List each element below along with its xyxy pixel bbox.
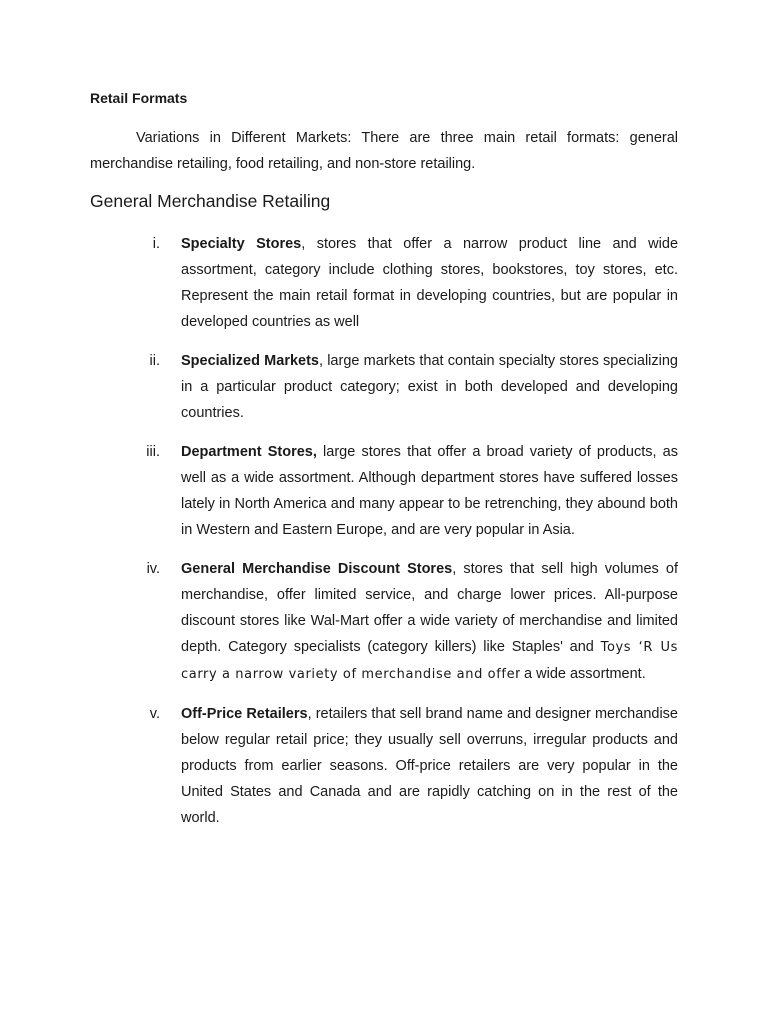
page-title: Retail Formats — [90, 90, 188, 106]
list-item-term: Off-Price Retailers — [181, 706, 308, 722]
list-item-description-alt-font: Toys ‘R Us carry a narrow variety of merchandise and offe — [181, 640, 678, 682]
intro-paragraph: Variations in Different Markets: There are three main retail formats: general merchandise retailing, food retailing, and non-store retailing. — [90, 130, 678, 172]
list-item-text — [181, 231, 678, 335]
list-item-text — [181, 348, 678, 426]
list-item-text — [181, 439, 678, 543]
list-numeral: i. — [152, 236, 160, 252]
list-item-description-end: r a wide assortment. — [515, 666, 646, 682]
list-numeral: ii. — [149, 353, 160, 369]
list-item-text — [181, 556, 678, 688]
list-item-term: Specialty Stores — [181, 236, 302, 252]
list-item-term: Specialized Markets — [181, 353, 319, 369]
list-numeral: iii. — [146, 444, 160, 460]
list-item-description: , stores that sell high volumes of merchandise, offer limited service, and charge lower prices. All-purpose discount stores like Wal-Mart offer a wide variety of merchandise and limited depth. Category specialists (category killers) like Staples' and — [181, 561, 678, 655]
list-item-term: Department Stores, — [181, 444, 317, 460]
list-item-text — [181, 701, 678, 831]
retail-format-list — [0, 231, 768, 844]
list-item-term: General Merchandise Discount Stores — [181, 561, 453, 577]
list-item — [0, 701, 768, 831]
list-numeral: v. — [149, 706, 160, 722]
list-item-description: , large markets that contain specialty stores specializing in a particular product category; exist in both developed and developing countries. — [181, 353, 678, 421]
list-numeral: iv. — [146, 561, 160, 577]
list-item — [0, 439, 768, 543]
list-item-description: , retailers that sell brand name and designer merchandise below regular retail price; they usually sell overruns, irregular products and products from earlier seasons. Off-price retailers are very popular in the United States and Canada and are rapidly catching on in the rest of the world. — [181, 706, 678, 826]
list-item-description: , stores that offer a narrow product line and wide assortment, category include clothing stores, bookstores, toy stores, etc. Represent the main retail format in developing countries, but are popular in developed countries as well — [181, 236, 679, 330]
list-item-description: large stores that offer a broad variety of products, as well as a wide assortment. Although department stores have suffered losses lately in North America and many appear to be retrenching, they abound both in Western and Eastern Europe, and are very popular in Asia. — [181, 444, 678, 538]
section-heading: General Merchandise Retailing — [90, 191, 331, 211]
list-item — [0, 231, 768, 335]
list-item — [0, 348, 768, 426]
list-item — [0, 556, 768, 688]
